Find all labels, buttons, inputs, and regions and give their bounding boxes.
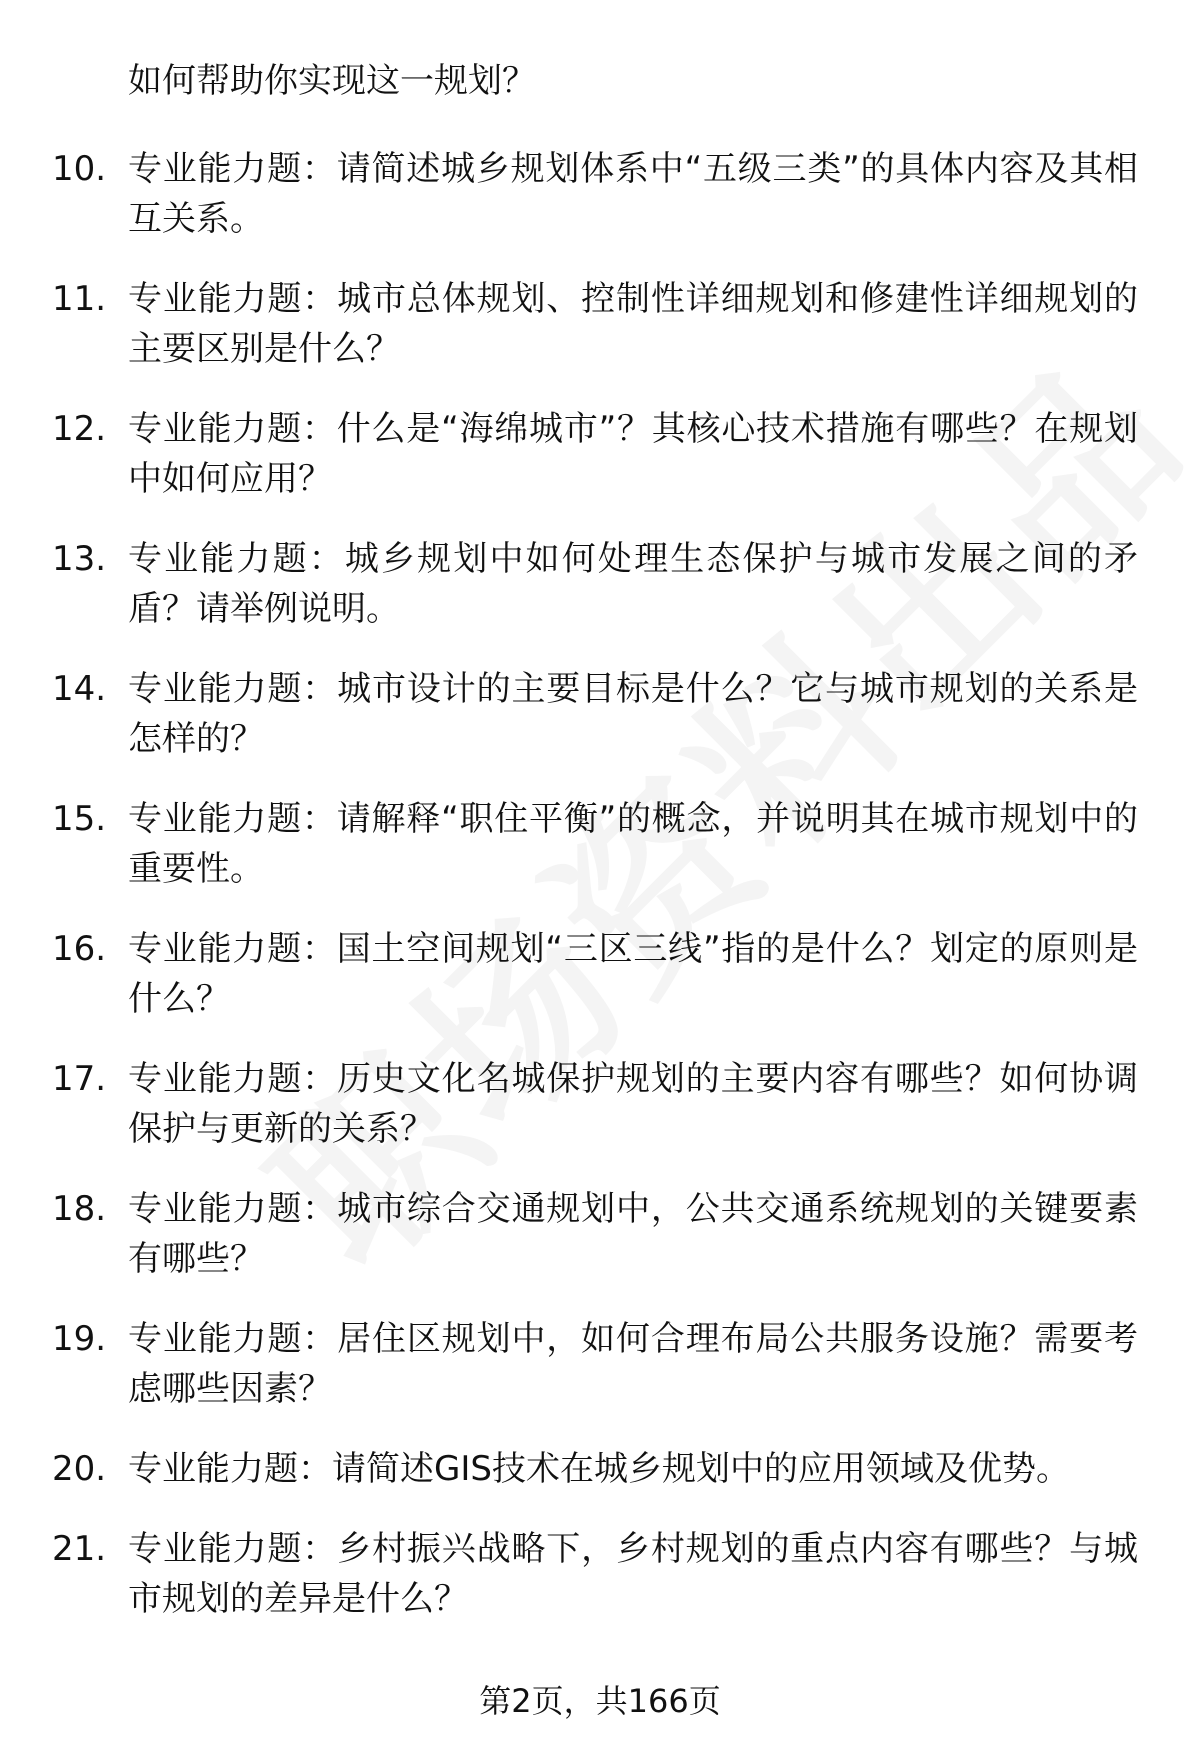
question-body <box>128 664 1138 764</box>
question-number: 11. <box>52 279 107 319</box>
question-number: 19. <box>52 1319 107 1359</box>
question-category: 专业能力题： <box>128 279 338 319</box>
question-category: 专业能力题： <box>128 1319 338 1359</box>
question-continuation-text: 如何帮助你实现这一规划？ <box>128 61 536 101</box>
page-number-footer: 第2页，共166页 <box>479 1682 721 1720</box>
list-item <box>0 794 1200 894</box>
question-category: 专业能力题： <box>128 799 337 839</box>
question-category: 专业能力题： <box>128 409 337 449</box>
question-text: 什么是“海绵城市”？其核心技术措施有哪些？在规划中如何应用？ <box>128 409 1139 499</box>
list-item <box>0 144 1200 244</box>
question-body <box>128 274 1138 374</box>
question-text: 居住区规划中，如何合理布局公共服务设施？需要考虑哪些因素？ <box>128 1319 1139 1409</box>
question-text: 城乡规划中如何处理生态保护与城市发展之间的矛盾？请举例说明。 <box>128 539 1139 629</box>
question-text: 乡村振兴战略下，乡村规划的重点内容有哪些？与城市规划的差异是什么？ <box>128 1529 1139 1619</box>
question-number: 10. <box>52 149 107 189</box>
question-number: 20. <box>52 1449 107 1489</box>
question-category: 专业能力题： <box>128 929 337 969</box>
question-category: 专业能力题： <box>128 149 337 189</box>
question-category: 专业能力题： <box>128 539 345 579</box>
question-category: 专业能力题： <box>128 1449 332 1489</box>
list-item <box>0 534 1200 634</box>
question-category: 专业能力题： <box>128 1529 338 1569</box>
question-body <box>128 794 1138 894</box>
question-body <box>128 534 1138 634</box>
question-text: 请简述城乡规划体系中“五级三类”的具体内容及其相互关系。 <box>128 149 1139 239</box>
question-number: 16. <box>52 929 107 969</box>
question-body <box>128 1444 1138 1494</box>
question-number: 17. <box>52 1059 107 1099</box>
list-item <box>0 1314 1200 1414</box>
question-text: 国土空间规划“三区三线”指的是什么？划定的原则是什么？ <box>128 929 1139 1019</box>
question-category: 专业能力题： <box>128 669 338 709</box>
question-body <box>128 1314 1138 1414</box>
list-item <box>0 404 1200 504</box>
list-item <box>0 664 1200 764</box>
question-category: 专业能力题： <box>128 1059 338 1099</box>
question-text: 历史文化名城保护规划的主要内容有哪些？如何协调保护与更新的关系？ <box>128 1059 1139 1149</box>
question-text: 城市综合交通规划中，公共交通系统规划的关键要素有哪些？ <box>128 1189 1139 1279</box>
question-body <box>128 1054 1138 1154</box>
question-body <box>128 1524 1138 1624</box>
question-body <box>128 1184 1138 1284</box>
question-text: 城市设计的主要目标是什么？它与城市规划的关系是怎样的？ <box>128 669 1139 759</box>
question-text: 城市总体规划、控制性详细规划和修建性详细规划的主要区别是什么？ <box>128 279 1139 369</box>
question-body <box>128 924 1138 1024</box>
question-number: 15. <box>52 799 107 839</box>
question-number: 21. <box>52 1529 107 1569</box>
question-body <box>128 404 1138 504</box>
question-number: 13. <box>52 539 107 579</box>
question-body <box>128 144 1138 244</box>
question-text: 请解释“职住平衡”的概念，并说明其在城市规划中的重要性。 <box>128 799 1139 889</box>
question-category: 专业能力题： <box>128 1189 338 1229</box>
list-item <box>0 1524 1200 1624</box>
question-text: 请简述GIS技术在城乡规划中的应用领域及优势。 <box>332 1449 1070 1489</box>
list-item <box>0 1184 1200 1284</box>
list-item <box>0 274 1200 374</box>
question-number: 18. <box>52 1189 107 1229</box>
list-item <box>0 1054 1200 1154</box>
list-item <box>0 924 1200 1024</box>
question-number: 12. <box>52 409 107 449</box>
question-number: 14. <box>52 669 107 709</box>
list-item <box>0 1444 1200 1494</box>
question-list <box>0 144 1200 1654</box>
